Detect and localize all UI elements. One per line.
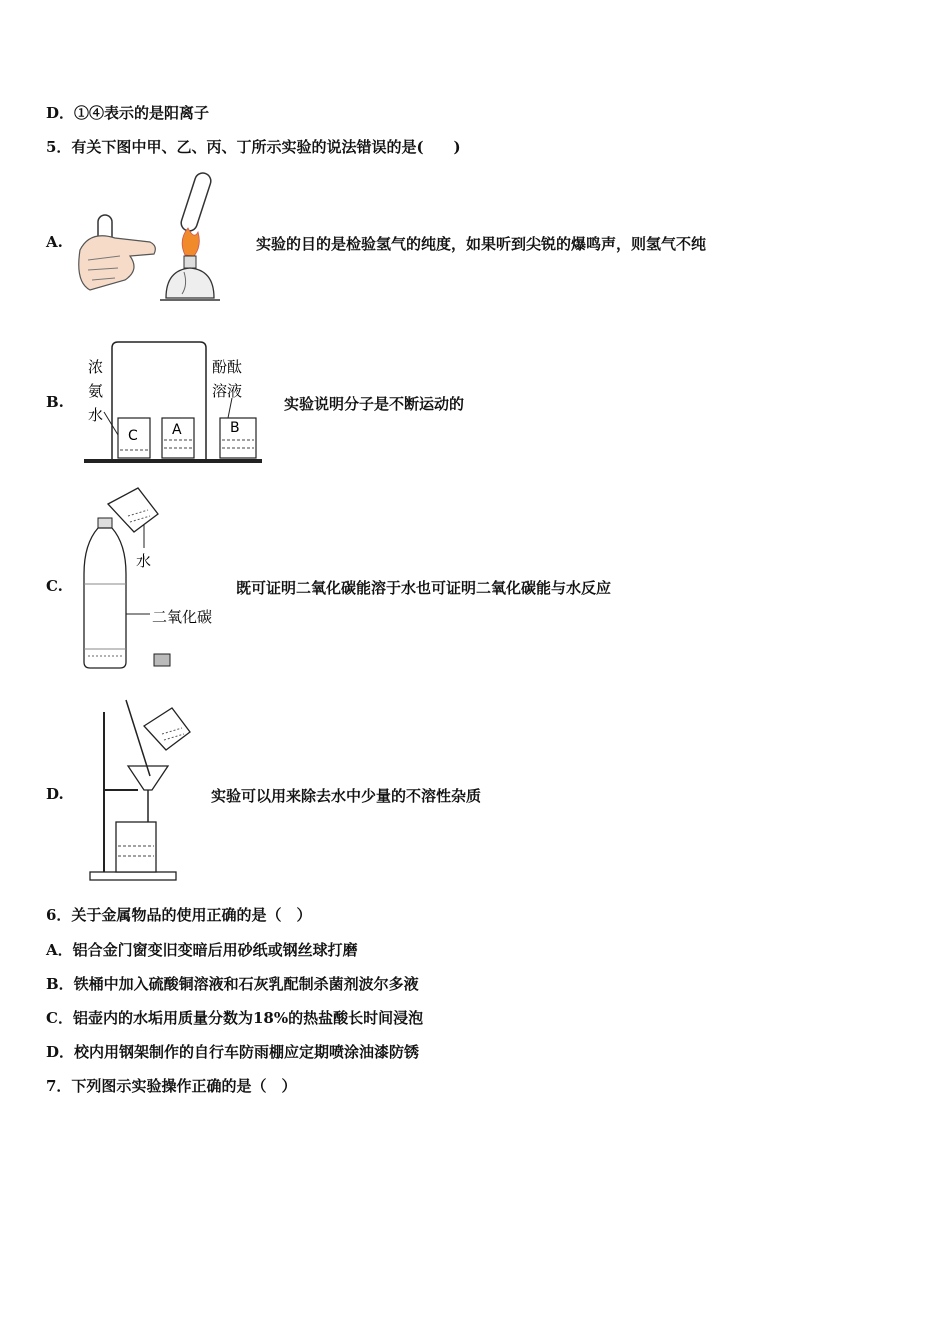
label-nong: 浓 bbox=[88, 358, 104, 376]
q6-option-c: C．铝壶内的水垢用质量分数为18%的热盐酸长时间浸泡 bbox=[46, 1009, 424, 1027]
q5-option-b-letter: B. bbox=[46, 393, 64, 411]
q6-stem: 6．关于金属物品的使用正确的是（ ） bbox=[46, 906, 312, 924]
hydrogen-purity-test-figure bbox=[70, 170, 240, 310]
q6-option-d: D．校内用钢架制作的自行车防雨棚应定期喷涂油漆防锈 bbox=[46, 1043, 420, 1061]
q6-option-b: B．铁桶中加入硫酸铜溶液和石灰乳配制杀菌剂波尔多液 bbox=[46, 975, 419, 993]
label-solution: 溶液 bbox=[212, 382, 243, 400]
q5-option-d-letter: D. bbox=[46, 785, 64, 803]
q5-option-b-text: 实验说明分子是不断运动的 bbox=[284, 395, 465, 413]
q5-option-a-letter: A. bbox=[46, 233, 63, 251]
beaker-b-label: B bbox=[230, 420, 240, 436]
label-shui: 水 bbox=[88, 406, 104, 424]
label-co2: 二氧化碳 bbox=[152, 608, 213, 626]
label-an: 氨 bbox=[88, 382, 104, 400]
q4-option-d: D．①④表示的是阳离子 bbox=[46, 104, 210, 122]
q5-stem: 5．有关下图中甲、乙、丙、丁所示实验的说法错误的是( ) bbox=[46, 138, 461, 156]
q5-option-c-text: 既可证明二氧化碳能溶于水也可证明二氧化碳能与水反应 bbox=[236, 579, 612, 597]
filtration-figure bbox=[86, 696, 206, 882]
label-phenolphthalein: 酚酞 bbox=[212, 358, 243, 376]
beaker-c-label: C bbox=[128, 428, 138, 444]
q7-stem: 7．下列图示实验操作正确的是（ ） bbox=[46, 1077, 297, 1095]
q5-option-d-text: 实验可以用来除去水中少量的不溶性杂质 bbox=[211, 787, 482, 805]
molecule-motion-figure bbox=[82, 338, 267, 468]
label-water: 水 bbox=[136, 552, 152, 570]
co2-bottle-figure bbox=[78, 484, 238, 674]
q5-option-a-text: 实验的目的是检验氢气的纯度，如果听到尖锐的爆鸣声，则氢气不纯 bbox=[256, 235, 707, 253]
q5-option-c-letter: C. bbox=[46, 577, 63, 595]
q6-option-a: A．铝合金门窗变旧变暗后用砂纸或钢丝球打磨 bbox=[46, 941, 358, 959]
beaker-a-label: A bbox=[172, 422, 182, 438]
